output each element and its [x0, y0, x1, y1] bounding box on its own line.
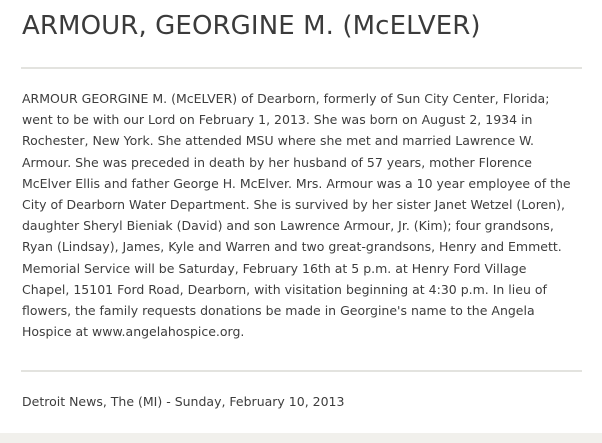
- obituary-title: ARMOUR, GEORGINE M. (McELVER): [22, 11, 481, 41]
- body-line: flowers, the family requests donations be made in Georgine's name to the Angela: [22, 303, 535, 319]
- body-line: McElver Ellis and father George H. McElver. Mrs. Armour was a 10 year employee of the: [22, 175, 571, 191]
- body-line: Chapel, 15101 Ford Road, Dearborn, with visitation beginning at 4:30 p.m. In lieu of: [22, 281, 547, 297]
- body-line: daughter Sheryl Bieniak (David) and son Lawrence Armour, Jr. (Kim); four grandsons,: [22, 218, 554, 234]
- body-line: Rochester, New York. She attended MSU where she met and married Lawrence W.: [22, 133, 535, 149]
- obituary-body: [22, 88, 588, 342]
- source-divider: [21, 370, 582, 372]
- title-divider: [21, 67, 582, 69]
- footer-band: [0, 433, 602, 443]
- body-line: ARMOUR GEORGINE M. (McELVER) of Dearborn, formerly of Sun City Center, Florida;: [22, 91, 550, 106]
- body-line: City of Dearborn Water Department. She is survived by her sister Janet Wetzel (Loren),: [22, 197, 566, 213]
- body-line: Armour. She was preceded in death by her husband of 57 years, mother Florence: [22, 154, 532, 170]
- body-line: went to be with our Lord on February 1, 2013. She was born on August 2, 1934 in: [22, 112, 533, 128]
- body-line: Memorial Service will be Saturday, February 16th at 5 p.m. at Henry Ford Village: [22, 260, 527, 276]
- body-line: Hospice at www.angelahospice.org.: [22, 324, 245, 340]
- publication-source: Detroit News, The (MI) - Sunday, February 10, 2013: [22, 394, 345, 409]
- body-line: Ryan (Lindsay), James, Kyle and Warren and two great-grandsons, Henry and Emmett.: [22, 239, 562, 255]
